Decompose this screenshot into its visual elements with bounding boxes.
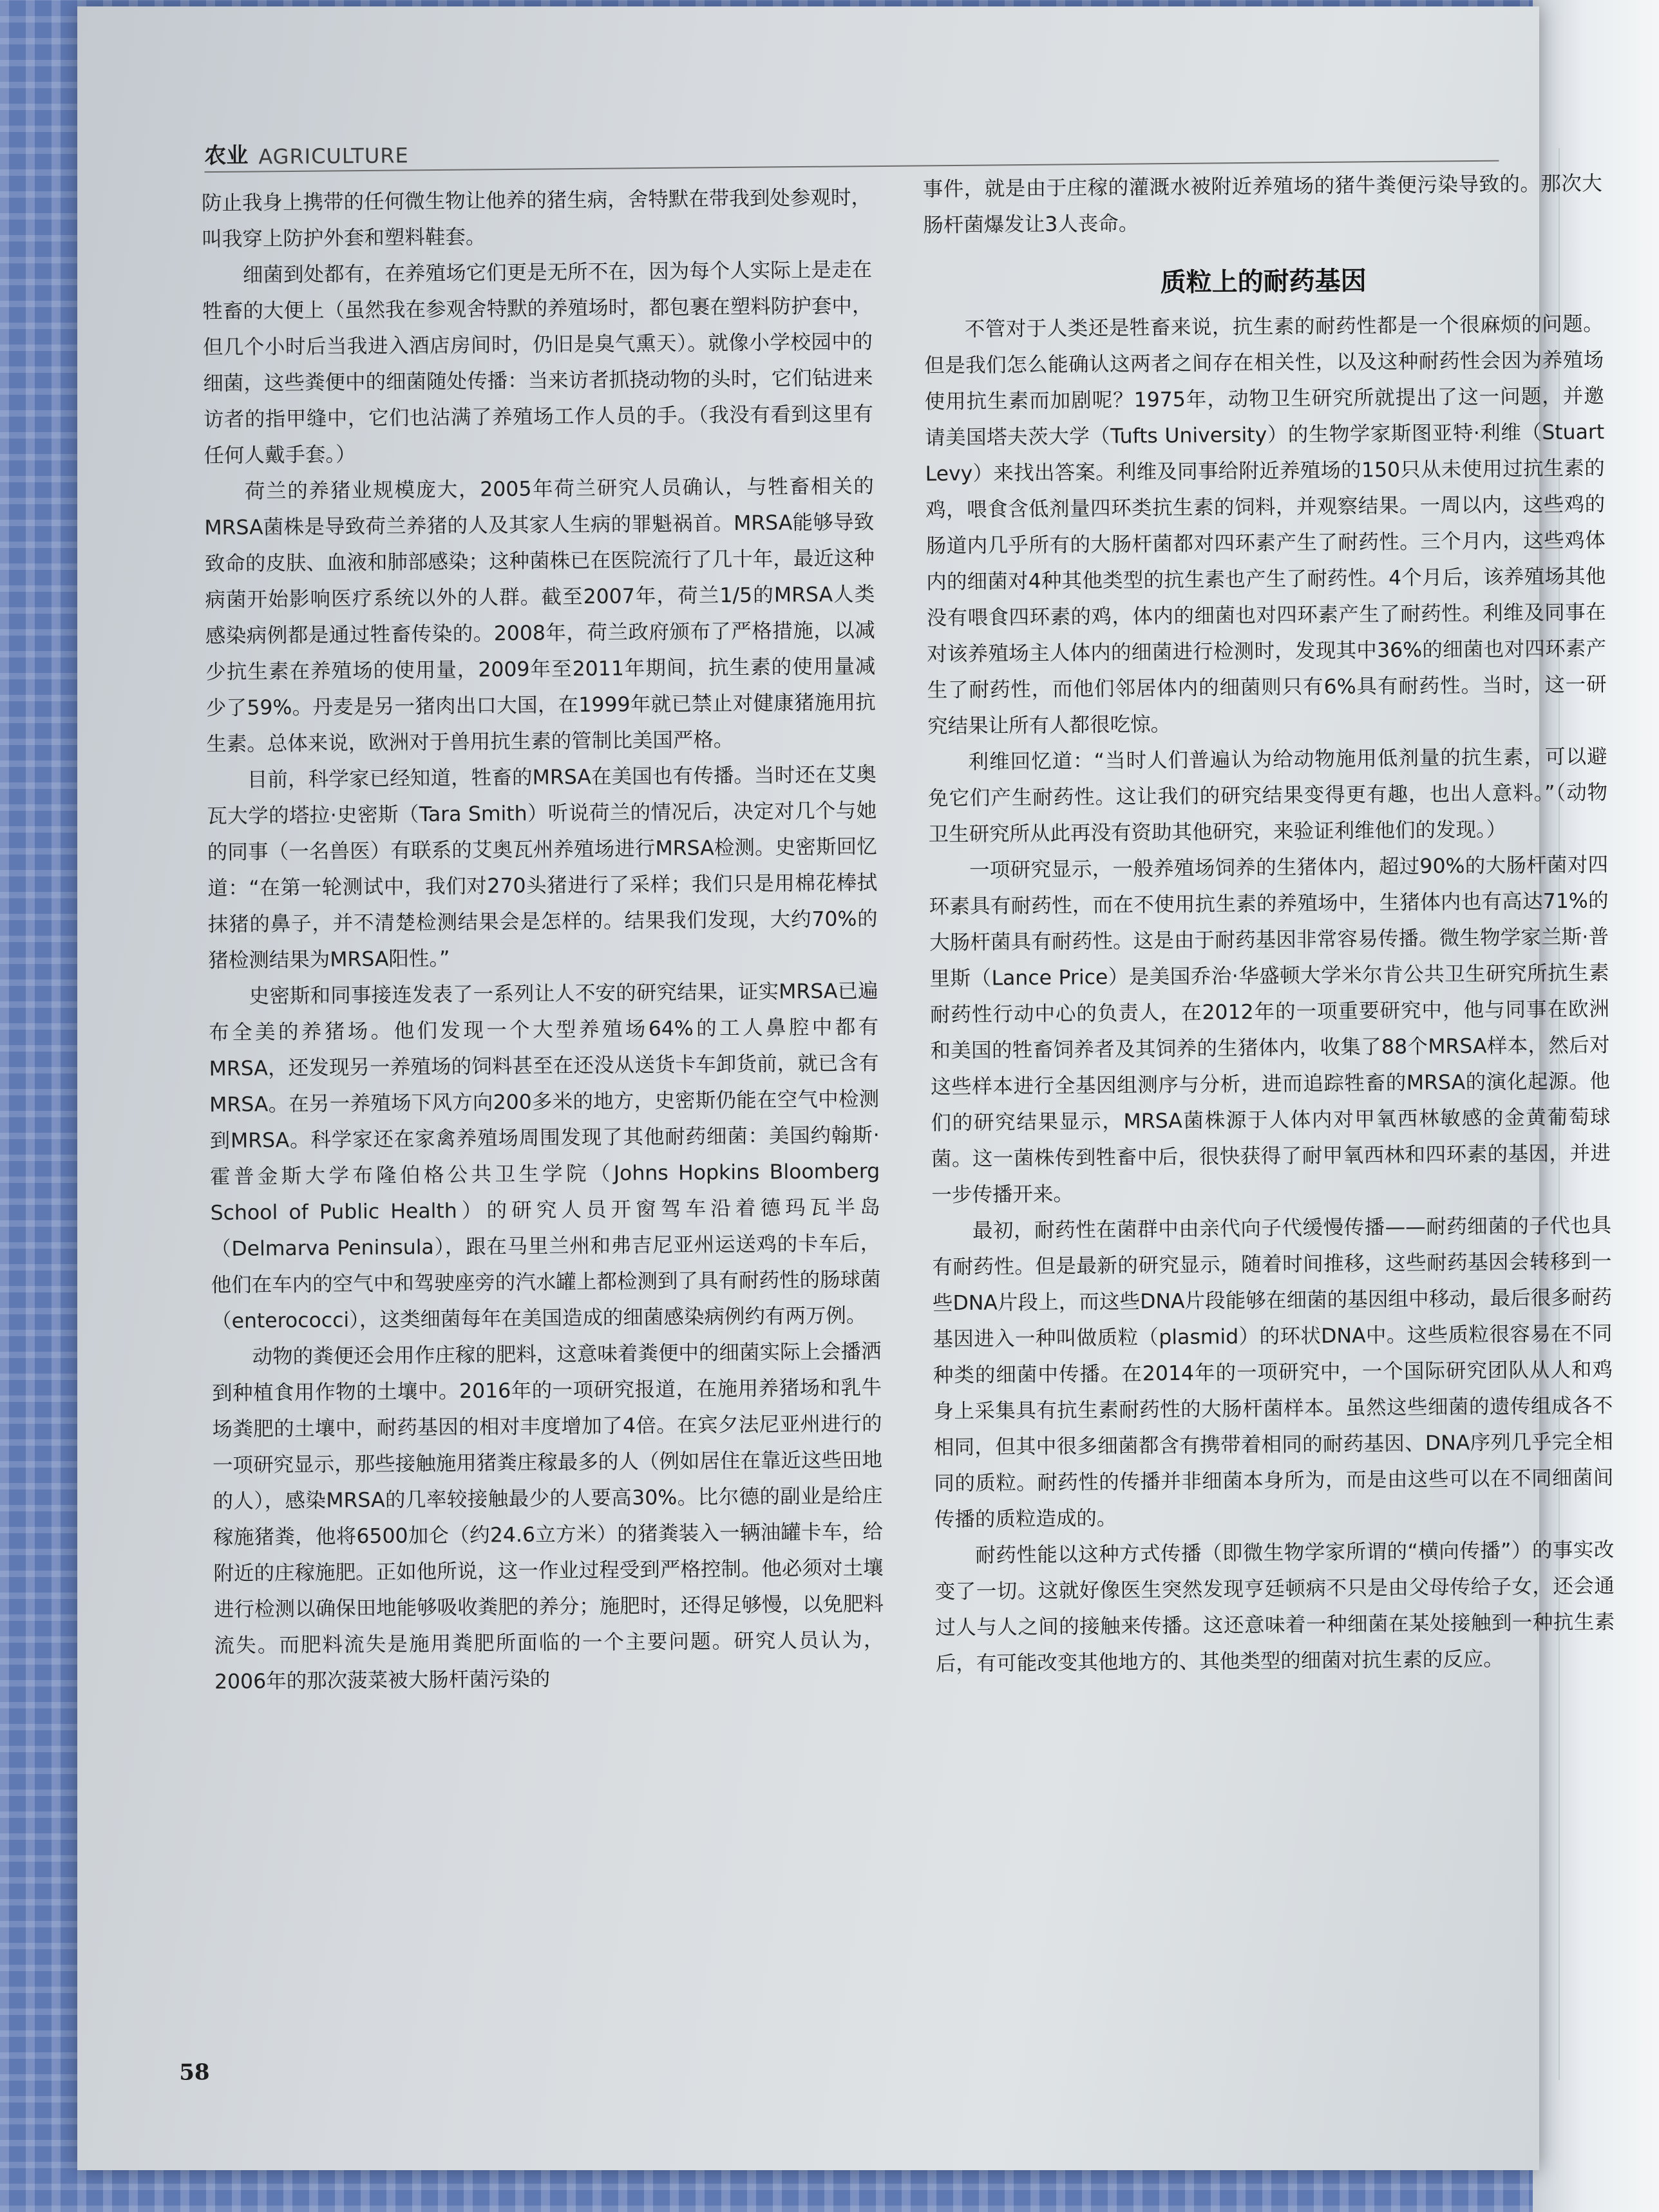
- page-number: 58: [179, 2059, 210, 2086]
- paragraph: 一项研究显示，一般养殖场饲养的生猪体内，超过90%的大肠杆菌对四环素具有耐药性，而在不使用抗生素的养殖场中，生猪体内也有高达71%的大肠杆菌具有耐药性。这是由于耐药基因非常容易传播。微生物学家兰斯·普里斯（Lance Price）是美国乔治·华盛顿大学米尔肯公共卫生研究所抗生素耐药性行动中心的负责人，在2012年的一项重要研究中，他与同事在欧洲和美国的牲畜饲养者及其饲养的生猪体内，收集了88个MRSA样本，然后对这些样本进行全基因组测序与分析，进而追踪牲畜的MRSA的演化起源。他们的研究结果显示，MRSA菌株源于人体内对甲氧西林敏感的金黄葡萄球菌。这一菌株传到牲畜中后，很快获得了耐甲氧西林和四环素的基因，并进一步传播开来。: [929, 853, 1611, 1207]
- section-heading: 质粒上的耐药基因: [1160, 266, 1367, 298]
- paragraph: 不管对于人类还是牲畜来说，抗生素的耐药性都是一个很麻烦的问题。但是我们怎么能确认这两者之间存在相关性，以及这种耐药性会因为养殖场使用抗生素而加剧呢？1975年，动物卫生研究所就提出了这一问题，并邀请美国塔夫茨大学（Tufts University）的生物学家斯图亚特·利维（Stuart Levy）来找出答案。利维及同事给附近养殖场的150只从未使用过抗生素的鸡，喂食含低剂量四环类抗生素的饲料，并观察结果。一周以内，这些鸡的肠道内几乎所有的大肠杆菌都对四环素产生了耐药性。三个月内，这些鸡体内的细菌对4种其他类型的抗生素也产生了耐药性。4个月后，该养殖场其他没有喂食四环素的鸡，体内的细菌也对四环素产生了耐药性。利维及同事在对该养殖场主人体内的细菌进行检测时，发现其中36%的细菌也对四环素产生了耐药性，而他们邻居体内的细菌则只有6%具有耐药性。当时，这一研究结果让所有人都很吃惊。: [924, 312, 1607, 739]
- paragraph: 荷兰的养猪业规模庞大，2005年荷兰研究人员确认，与牲畜相关的MRSA菌株是导致荷兰养猪的人及其家人生病的罪魁祸首。MRSA能够导致致命的皮肤、血液和肺部感染；这种菌株已在医院流行了几十年，最近这种病菌开始影响医疗系统以外的人群。截至2007年，荷兰1/5的MRSA人类感染病例都是通过牲畜传染的。2008年，荷兰政府颁布了严格措施，以减少抗生素在养殖场的使用量，2009年至2011年期间，抗生素的使用量减少了59%。丹麦是另一猪肉出口大国，在1999年就已禁止对健康猪施用抗生素。总体来说，欧洲对于兽用抗生素的管制比美国严格。: [204, 475, 876, 757]
- paragraph: 史密斯和同事接连发表了一系列让人不安的研究结果，证实MRSA已遍布全美的养猪场。他们发现一个大型养殖场64%的工人鼻腔中都有MRSA，还发现另一养殖场的饲料甚至在还没从送货卡车卸货前，就已含有MRSA。在另一养殖场下风方向200多米的地方，史密斯仍能在空气中检测到MRSA。科学家还在家禽养殖场周围发现了其他耐药细菌：美国约翰斯·霍普金斯大学布隆伯格公共卫生学院（Johns Hopkins Bloomberg School of Public Health）的研究人员开窗驾车沿着德玛瓦半岛（Delmarva Peninsula），跟在马里兰州和弗吉尼亚州运送鸡的卡车后，他们在车内的空气中和驾驶座旁的汽水罐上都检测到了具有耐药性的肠球菌（enterococci），这类细菌每年在美国造成的细菌感染病例约有两万例。: [209, 979, 881, 1334]
- section-title-en: AGRICULTURE: [258, 143, 409, 169]
- paragraph: 细菌到处都有，在养殖场它们更是无所不在，因为每个人实际上是走在牲畜的大便上（虽然我在参观舍特默的养殖场时，都包裹在塑料防护套中，但几个小时后当我进入酒店房间时，仍旧是臭气熏天）。就像小学校园中的细菌，这些粪便中的细菌随处传播：当来访者抓挠动物的头时，它们钻进来访者的指甲缝中，它们也沾满了养殖场工作人员的手。（我没有看到这里有任何人戴手套。）: [202, 258, 874, 468]
- paragraph: 目前，科学家已经知道，牲畜的MRSA在美国也有传播。当时还在艾奥瓦大学的塔拉·史密斯（Tara Smith）听说荷兰的情况后，决定对几个与她的同事（一名兽医）有联系的艾奥瓦州养殖场进行MRSA检测。史密斯回忆道：“在第一轮测试中，我们对270头猪进行了采样；我们只是用棉花棒拭抹猪的鼻子，并不清楚检测结果会是怎样的。结果我们发现，大约70%的猪检测结果为MRSA阳性。”: [207, 763, 878, 973]
- page-content: [68, 0, 1615, 2177]
- paragraph: 利维回忆道：“当时人们普遍认为给动物施用低剂量的抗生素，可以避免它们产生耐药性。这让我们的研究结果变得更有趣，也出人意料。”（动物卫生研究所从此再没有资助其他研究，来验证利维他们的发现。）: [927, 745, 1608, 847]
- magazine-page: [77, 6, 1615, 2170]
- paragraph: 事件，就是由于庄稼的灌溉水被附近养殖场的猪牛粪便污染导致的。那次大肠杆菌爆发让3人丧命。: [922, 172, 1602, 238]
- section-title-cn: 农业: [204, 142, 249, 169]
- right-column: [923, 165, 1615, 1682]
- paragraph: 最初，耐药性在菌群中由亲代向子代缓慢传播——耐药细菌的子代也具有耐药性。但是最新的研究显示，随着时间推移，这些耐药基因会转移到一些DNA片段上，而这些DNA片段能够在细菌的基因组中移动，最后很多耐药基因进入一种叫做质粒（plasmid）的环状DNA中。这些质粒很容易在不同种类的细菌中传播。在2014年的一项研究中，一个国际研究团队从人和鸡身上采集具有抗生素耐药性的大肠杆菌样本。虽然这些细菌的遗传组成各不相同，但其中很多细菌都含有携带着相同的耐药基因、DNA序列几乎完全相同的质粒。耐药性的传播并非细菌本身所为，而是由这些可以在不同细菌间传播的质粒造成的。: [932, 1214, 1614, 1532]
- paragraph: 动物的粪便还会用作庄稼的肥料，这意味着粪便中的细菌实际上会播洒到种植食用作物的土壤中。2016年的一项研究报道，在施用养猪场和乳牛场粪肥的土壤中，耐药基因的相对丰度增加了4倍。在宾夕法尼亚州进行的一项研究显示，那些接触施用猪粪庄稼最多的人（例如居住在靠近这些田地的人），感染MRSA的几率较接触最少的人要高30%。比尔德的副业是给庄稼施猪粪，他将6500加仑（约24.6立方米）的猪粪装入一辆油罐卡车，给附近的庄稼施肥。正如他所说，这一作业过程受到严格控制。他必须对土壤进行检测以确保田地能够吸收粪肥的养分；施肥时，还得足够慢，以免肥料流失。而肥料流失是施用粪肥所面临的一个主要问题。研究人员认为，2006年的那次菠菜被大肠杆菌污染的: [211, 1340, 884, 1694]
- running-header: [204, 113, 1493, 169]
- left-column: [202, 180, 884, 1700]
- paragraph: 耐药性能以这种方式传播（即微生物学家所谓的“横向传播”）的事实改变了一切。这就好像医生突然发现亨廷顿病不只是由父母传给子女，还会通过人与人之间的接触来传播。这还意味着一种细菌在某处接触到一种抗生素后，有可能改变其他地方的、其他类型的细菌对抗生素的反应。: [934, 1538, 1615, 1676]
- paragraph: 防止我身上携带的任何微生物让他养的猪生病，舍特默在带我到处参观时，叫我穿上防护外套和塑料鞋套。: [201, 186, 872, 252]
